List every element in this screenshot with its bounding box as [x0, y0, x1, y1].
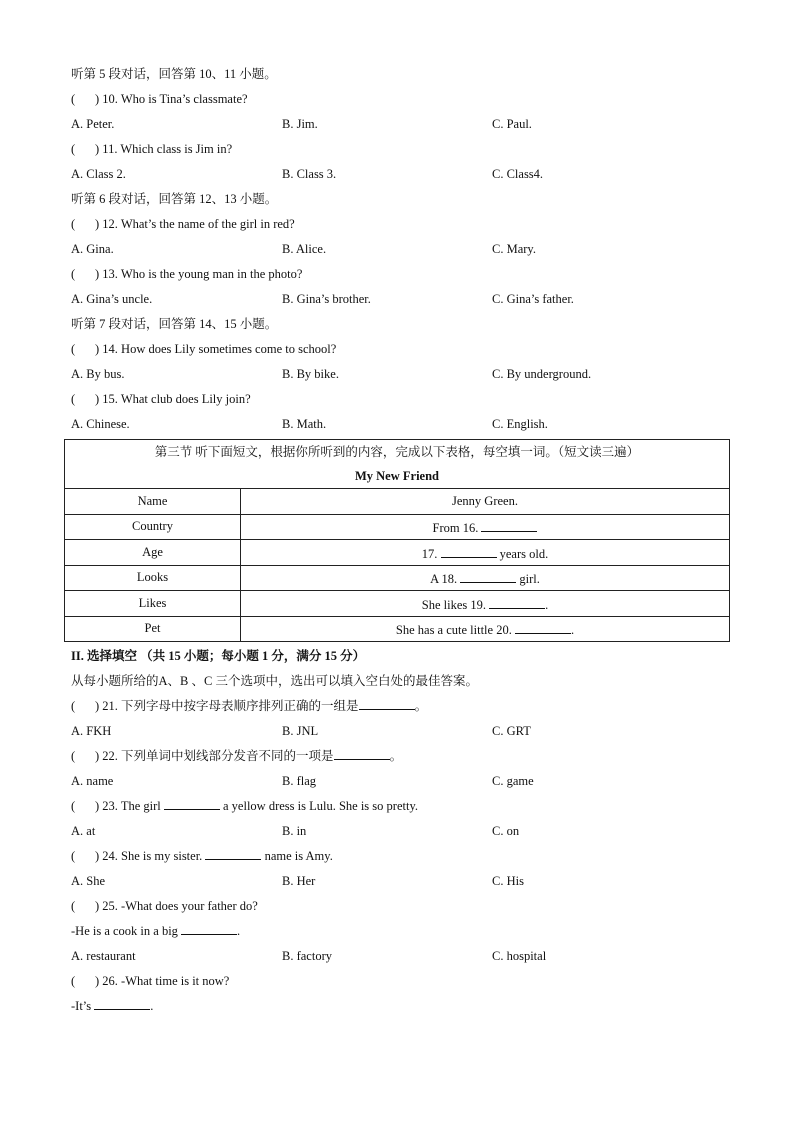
- options-row: [71, 362, 731, 387]
- option-b: B. Gina’s brother.: [282, 292, 371, 306]
- paren-open: (: [71, 392, 76, 406]
- section-title: II. 选择填空 （共 15 小题；每小题 1 分，满分 15 分）: [71, 649, 366, 663]
- option-b: B. Alice.: [282, 242, 327, 256]
- option-c: C. hospital: [492, 949, 547, 963]
- question-line: [71, 212, 731, 237]
- row-label: Pet: [65, 616, 241, 642]
- answer-paren: [71, 87, 95, 112]
- option-a: A. name: [71, 774, 114, 788]
- paren-close: ): [95, 974, 100, 988]
- question-line: [71, 262, 731, 287]
- question-text-after: a yellow dress is Lulu. She is so pretty.: [219, 799, 419, 813]
- options-row: [71, 162, 731, 187]
- answer-line: [71, 919, 731, 944]
- option-c: C. Mary.: [492, 242, 536, 256]
- option-c: C. His: [492, 874, 524, 888]
- paren-close: ): [95, 142, 100, 156]
- answer-blank: [334, 745, 390, 760]
- question-line: [71, 137, 731, 162]
- paren-close: ): [95, 217, 100, 231]
- question-text: 11. Which class is Jim in?: [102, 142, 233, 156]
- question-text: 24. She is my sister.: [102, 849, 206, 863]
- question-text-after: 。: [389, 749, 403, 763]
- option-a: A. Peter.: [71, 117, 115, 131]
- answer-paren: [71, 794, 95, 819]
- question-line: [71, 894, 731, 919]
- paren-close: ): [95, 342, 100, 356]
- question-line: [71, 744, 731, 769]
- section-instruction: 从每小题所给的A、B 、C 三个选项中，选出可以填入空白处的最佳答案。: [71, 674, 478, 688]
- question-text-after: name is Amy.: [261, 849, 333, 863]
- options-row: [71, 287, 731, 312]
- table-instruction: 第三节 听下面短文，根据你所听到的内容，完成以下表格，每空填一词。（短文读三遍）: [154, 445, 640, 459]
- question-text: 13. Who is the young man in the photo?: [102, 267, 303, 281]
- answer-line: [71, 994, 731, 1019]
- option-a: A. FKH: [71, 724, 112, 738]
- row-value-text: A 18.: [430, 572, 461, 587]
- option-c: C. Paul.: [492, 117, 532, 131]
- option-a: A. By bus.: [71, 367, 125, 381]
- options-row: [71, 719, 731, 744]
- options-row: [71, 237, 731, 262]
- option-b: B. in: [282, 824, 307, 838]
- question-text-after: 。: [414, 699, 428, 713]
- listening-table: [64, 439, 730, 642]
- answer-blank: [489, 594, 545, 609]
- line-text: -He is a cook in a big: [71, 924, 182, 938]
- question-text: 15. What club does Lily join?: [102, 392, 251, 406]
- answer-blank: [515, 619, 571, 634]
- options-row: [71, 944, 731, 969]
- options-row: [71, 819, 731, 844]
- table-row: [65, 591, 730, 617]
- row-value: [241, 616, 730, 642]
- option-b: B. factory: [282, 949, 332, 963]
- row-label: Name: [65, 489, 241, 515]
- option-a: A. Class 2.: [71, 167, 126, 181]
- row-value: [241, 565, 730, 591]
- question-text: 10. Who is Tina’s classmate?: [102, 92, 248, 106]
- question-text: 12. What’s the name of the girl in red?: [102, 217, 295, 231]
- paren-close: ): [95, 749, 100, 763]
- answer-blank: [359, 695, 415, 710]
- question-line: [71, 844, 731, 869]
- paren-close: ): [95, 899, 100, 913]
- table-row: [65, 489, 730, 515]
- answer-blank: [460, 568, 516, 583]
- option-b: B. JNL: [282, 724, 319, 738]
- paren-open: (: [71, 799, 76, 813]
- option-a: A. restaurant: [71, 949, 136, 963]
- paren-open: (: [71, 749, 76, 763]
- row-value-text: From 16.: [432, 521, 482, 536]
- option-b: B. Math.: [282, 417, 327, 431]
- row-value-after: girl.: [516, 572, 540, 587]
- row-value: [241, 591, 730, 617]
- row-value-text: 17.: [421, 546, 441, 561]
- table-header: [65, 440, 730, 489]
- question-line: [71, 337, 731, 362]
- question-line: [71, 694, 731, 719]
- option-b: B. Class 3.: [282, 167, 337, 181]
- question-line: [71, 387, 731, 412]
- row-value-text: Jenny Green.: [452, 493, 518, 508]
- paren-close: ): [95, 699, 100, 713]
- option-c: C. on: [492, 824, 520, 838]
- paren-close: ): [95, 92, 100, 106]
- option-c: C. Class4.: [492, 167, 544, 181]
- listening-part: [71, 62, 731, 437]
- row-value-after: .: [570, 623, 575, 638]
- question-text: 22. 下列单词中划线部分发音不同的一项是: [102, 749, 334, 763]
- paren-open: (: [71, 849, 76, 863]
- row-value-text: She likes 19.: [421, 597, 490, 612]
- choice-part: [71, 694, 731, 1019]
- option-c: C. GRT: [492, 724, 531, 738]
- answer-paren: [71, 694, 95, 719]
- options-row: [71, 412, 731, 437]
- option-c: C. By underground.: [492, 367, 592, 381]
- option-b: B. flag: [282, 774, 317, 788]
- option-c: C. English.: [492, 417, 548, 431]
- answer-blank: [205, 845, 261, 860]
- answer-paren: [71, 212, 95, 237]
- option-a: A. at: [71, 824, 96, 838]
- option-a: A. Gina’s uncle.: [71, 292, 153, 306]
- answer-blank: [181, 920, 237, 935]
- answer-paren: [71, 262, 95, 287]
- option-a: A. She: [71, 874, 106, 888]
- options-row: [71, 112, 731, 137]
- answer-blank: [164, 795, 220, 810]
- answer-blank: [441, 543, 497, 558]
- row-value: [241, 514, 730, 540]
- option-c: C. Gina’s father.: [492, 292, 574, 306]
- table-row: [65, 540, 730, 566]
- section-heading: 听第 6 段对话，回答第 12、13 小题。: [71, 192, 278, 206]
- option-b: B. Her: [282, 874, 316, 888]
- row-value: [241, 489, 730, 515]
- table-row: [65, 616, 730, 642]
- question-text: 25. -What does your father do?: [102, 899, 258, 913]
- question-line: [71, 87, 731, 112]
- option-a: A. Gina.: [71, 242, 114, 256]
- row-value-text: She has a cute little 20.: [395, 623, 515, 638]
- options-row: [71, 769, 731, 794]
- answer-paren: [71, 844, 95, 869]
- exam-page: [71, 62, 731, 1019]
- line-text-after: .: [150, 999, 154, 1013]
- section-heading: 听第 7 段对话，回答第 14、15 小题。: [71, 317, 278, 331]
- answer-paren: [71, 894, 95, 919]
- row-label: Age: [65, 540, 241, 566]
- question-line: [71, 969, 731, 994]
- answer-paren: [71, 744, 95, 769]
- answer-paren: [71, 387, 95, 412]
- paren-open: (: [71, 699, 76, 713]
- paren-open: (: [71, 217, 76, 231]
- row-label: Looks: [65, 565, 241, 591]
- question-line: [71, 794, 731, 819]
- question-text: 26. -What time is it now?: [102, 974, 230, 988]
- paren-open: (: [71, 342, 76, 356]
- section-heading: 听第 5 段对话，回答第 10、11 小题。: [71, 67, 277, 81]
- answer-paren: [71, 137, 95, 162]
- question-text: 21. 下列字母中按字母表顺序排列正确的一组是: [102, 699, 359, 713]
- row-value: [241, 540, 730, 566]
- line-text: -It’s: [71, 999, 95, 1013]
- answer-blank: [481, 517, 537, 532]
- answer-paren: [71, 969, 95, 994]
- paren-close: ): [95, 849, 100, 863]
- question-text: 14. How does Lily sometimes come to school?: [102, 342, 337, 356]
- option-b: B. By bike.: [282, 367, 339, 381]
- paren-open: (: [71, 92, 76, 106]
- paren-open: (: [71, 267, 76, 281]
- row-label: Country: [65, 514, 241, 540]
- paren-close: ): [95, 267, 100, 281]
- table-row: [65, 565, 730, 591]
- paren-open: (: [71, 142, 76, 156]
- paren-close: ): [95, 392, 100, 406]
- paren-close: ): [95, 799, 100, 813]
- question-text: 23. The girl: [102, 799, 164, 813]
- table-row: [65, 514, 730, 540]
- paren-open: (: [71, 974, 76, 988]
- answer-paren: [71, 337, 95, 362]
- option-b: B. Jim.: [282, 117, 318, 131]
- option-a: A. Chinese.: [71, 417, 130, 431]
- options-row: [71, 869, 731, 894]
- row-value-after: years old.: [496, 546, 549, 561]
- row-value-after: .: [545, 597, 549, 612]
- paren-open: (: [71, 899, 76, 913]
- table-title: My New Friend: [354, 469, 439, 483]
- answer-blank: [94, 995, 150, 1010]
- row-label: Likes: [65, 591, 241, 617]
- line-text-after: .: [237, 924, 241, 938]
- option-c: C. game: [492, 774, 534, 788]
